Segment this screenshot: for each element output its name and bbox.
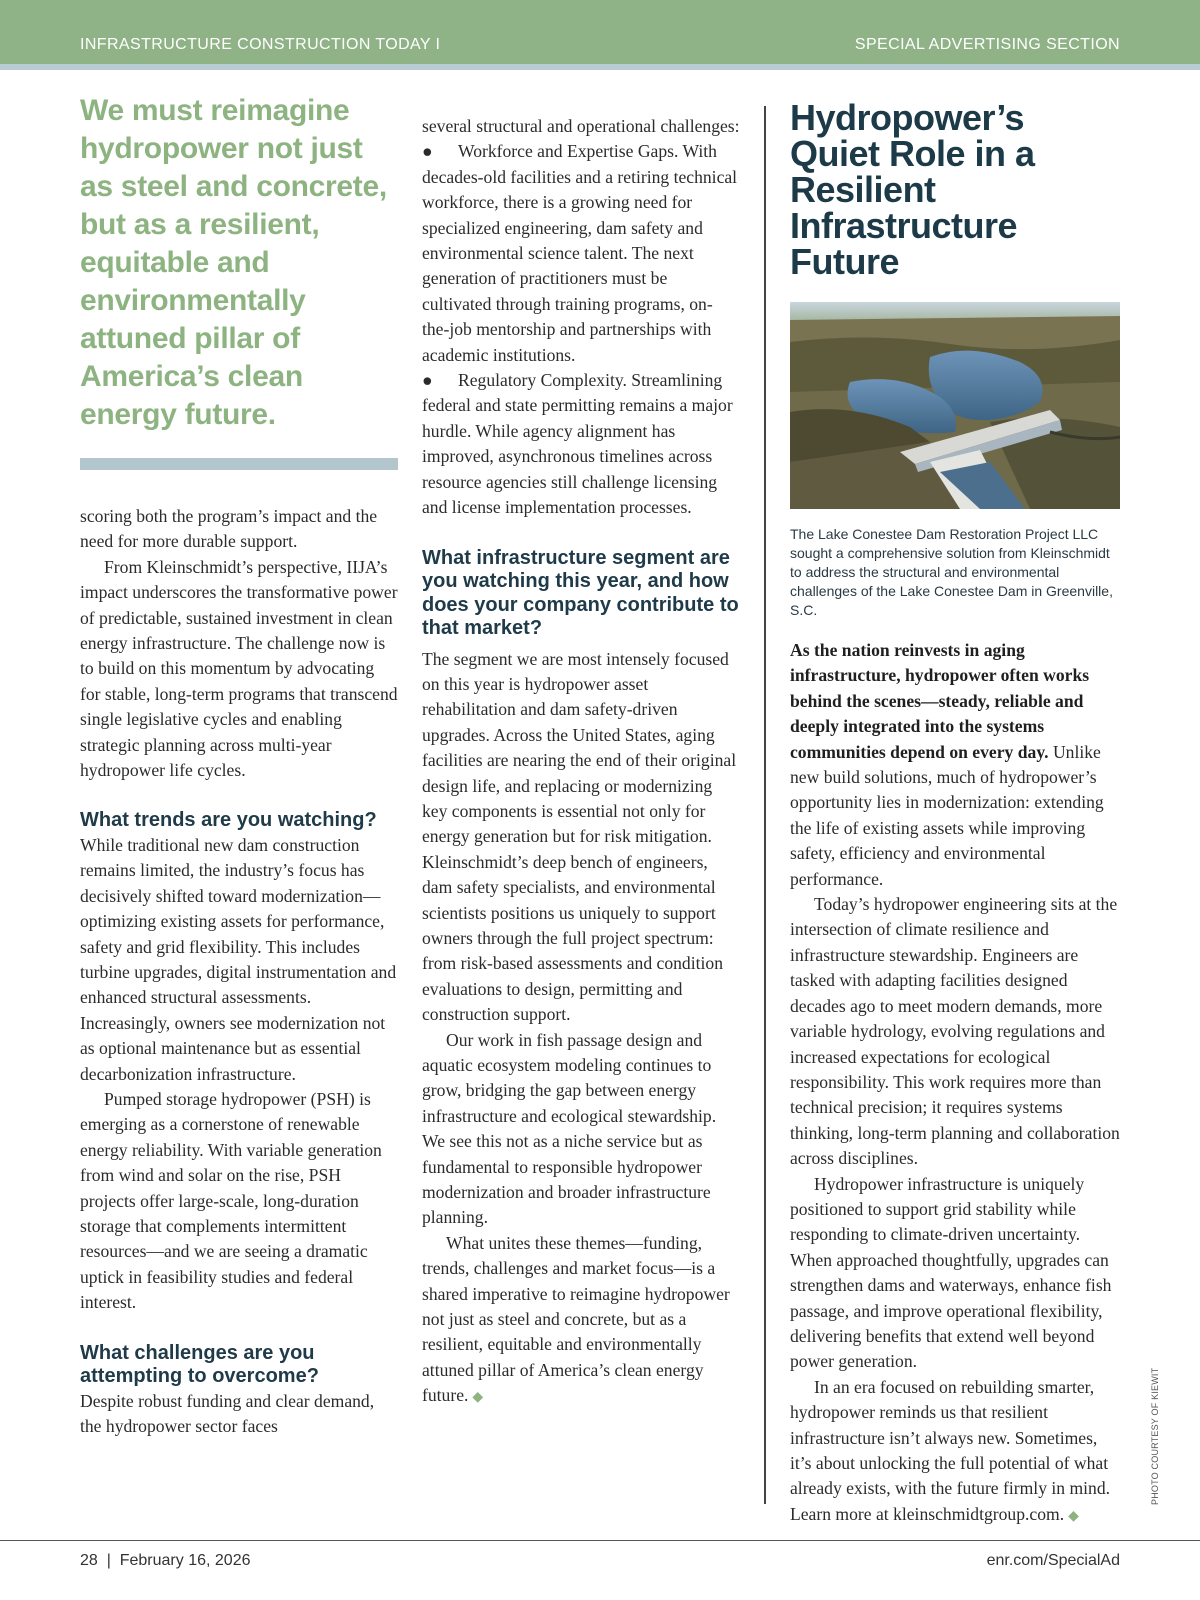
- column-3: [790, 97, 1120, 1529]
- bullet-dot-icon: ●: [422, 370, 433, 391]
- website-cta: Learn more at kleinschmidtgroup.com.: [790, 1503, 1065, 1524]
- dam-aerial-photo: [790, 302, 1120, 509]
- lead-text: Unlike new build solutions, much of hydropower’s opportunity lies in modernization: extending the life of existing assets while improving safety, efficiency and environmental performance.: [790, 741, 1104, 889]
- column-divider: [764, 106, 766, 1504]
- paragraph: Hydropower infrastructure is uniquely positioned to support grid stability while responding to climate-driven uncertainty. When approached thoughtfully, upgrades can strengthen dams and waterways, enhance fish passage, and improve operational flexibility, delivering benefits that extend well beyond power generation.: [790, 1173, 1112, 1372]
- paragraph: From Kleinschmidt’s perspective, IIJA’s impact underscores the transformative power of predictable, sustained investment in clean energy infrastructure. The challenge now is to build on this momentum by advocating for stable, long-term programs that transcend single legislative cycles and enabling strategic planning across multi-year hydropower life cycles.: [80, 556, 398, 781]
- header-band: [0, 0, 1200, 64]
- photo-caption: The Lake Conestee Dam Restoration Project LLC sought a comprehensive solution from Kleinschmidt to address the structural and environmental challenges of the Lake Conestee Dam in Greenville, S.C.: [790, 526, 1113, 618]
- article-headline: Hydropower’s Quiet Role in a Resilient Infrastructure Future: [790, 97, 1035, 282]
- paragraph: scoring both the program’s impact and the need for more durable support.: [80, 506, 378, 552]
- bullet-text: Regulatory Complexity. Streamlining federal and state permitting remains a major hurdle. While agency alignment has improved, asynchronous timelines across resource agencies still challenge licensing and license implementation processes.: [422, 370, 733, 518]
- header-rule: [0, 64, 1200, 70]
- column-3-body: [790, 638, 1120, 1529]
- end-diamond-icon: ◆: [472, 1390, 484, 1406]
- publication-title: INFRASTRUCTURE CONSTRUCTION TODAY I: [80, 36, 441, 53]
- paragraph: [422, 1231, 740, 1411]
- pull-quote: We must reimagine hydropower not just as steel and concrete, but as a resilient, equitable and environmentally attuned pillar of America’s clean energy future.: [80, 94, 387, 431]
- end-diamond-icon: ◆: [1068, 1508, 1079, 1524]
- paragraph-link-line: [790, 1502, 1120, 1529]
- paragraph: The segment we are most intensely focused on this year is hydropower asset rehabilitation and dam safety-driven upgrades. Across the United States, aging facilities are nearing the end of their original design life, and replacing or modernizing key components is essential not only for energy generation but for risk mitigation. Kleinschmidt’s deep bench of engineers, dam safety specialists, and environmental scientists positions us uniquely to support owners through the full project spectrum: from risk-based assessments and condition evaluations to design, permitting and construction support.: [422, 648, 737, 1025]
- paragraph: Our work in fish passage design and aquatic ecosystem modeling continues to grow, bridging the gap between energy infrastructure and ecological stewardship. We see this not as a niche service but as fundamental to responsible hydropower modernization and broader infrastructure planning.: [422, 1029, 717, 1228]
- lead-bold-text: As the nation reinvests in aging infrastructure, hydropower often works behind the scenes—steady, reliable and deeply integrated into the systems communities depend on every day.: [790, 640, 1090, 762]
- bullet-item-workforce: [422, 139, 740, 368]
- bullet-item-regulatory: [422, 368, 740, 520]
- page-number-date: 28 | February 16, 2026: [80, 1552, 251, 1569]
- paragraph: Today’s hydropower engineering sits at the intersection of climate resilience and infrastructure stewardship. Engineers are tasked with adapting facilities designed decades ago to meet modern demands, more variable hydrology, evolving regulations and increased expectations for ecological responsibility. This work requires more than technical precision; it requires systems thinking, long-term planning and collaboration across disciplines.: [790, 894, 1120, 1169]
- section-label: SPECIAL ADVERTISING SECTION: [854, 36, 1120, 53]
- bullet-dot-icon: ●: [422, 141, 433, 162]
- bullet-text: Workforce and Expertise Gaps. With decades-old facilities and a retiring technical workforce, there is a growing need for specialized engineering, dam safety and environmental science talent. The next generation of practitioners must be cultivated through training programs, on-the-job mentorship and partnerships with academic institutions.: [422, 141, 738, 365]
- footer-rule: [0, 1540, 1200, 1541]
- question-heading-trends: What trends are you watching?: [80, 809, 377, 832]
- question-heading-segment: What infrastructure segment are you watching this year, and how does your company contribute to that market?: [422, 546, 739, 639]
- paragraph-text: What unites these themes—funding, trends, challenges and market focus—is a shared imperative to reimagine hydropower not just as steel and concrete, but as a resilient, equitable and environmentally attuned pillar of America’s clean energy future.: [422, 1232, 730, 1406]
- paragraph: In an era focused on rebuilding smarter, hydropower reminds us that resilient infrastructure isn’t always new. Sometimes, it’s about unlocking the full potential of what already exists, with the future firmly in mind.: [790, 1376, 1111, 1499]
- lead-paragraph: [790, 638, 1120, 892]
- column-1: [80, 92, 398, 1440]
- paragraph: several structural and operational challenges:: [422, 116, 740, 136]
- column-1-body: [80, 504, 398, 1440]
- question-heading-challenges: What challenges are you attempting to overcome?: [80, 1341, 319, 1388]
- column-2-body: [422, 114, 740, 1411]
- paragraph: Despite robust funding and clear demand, the hydropower sector faces: [80, 1390, 375, 1437]
- paragraph: While traditional new dam construction remains limited, the industry’s focus has decisively shifted toward modernization—optimizing existing assets for performance, safety and grid flexibility. This includes turbine upgrades, digital instrumentation and enhanced structural assessments. Increasingly, owners see modernization not as optional maintenance but as essential decarbonization infrastructure.: [80, 834, 397, 1084]
- paragraph: Pumped storage hydropower (PSH) is emerging as a cornerstone of renewable energy reliability. With variable generation from wind and solar on the rise, PSH projects offer large-scale, long-duration storage that complements intermittent resources—and we are seeing a dramatic uptick in feasibility studies and federal interest.: [80, 1089, 382, 1313]
- column-2: [422, 114, 740, 1411]
- photo-credit: PHOTO COURTESY OF KIEWIT: [1150, 1367, 1160, 1505]
- pull-quote-bar: [80, 458, 398, 470]
- footer-url: enr.com/SpecialAd: [986, 1552, 1120, 1569]
